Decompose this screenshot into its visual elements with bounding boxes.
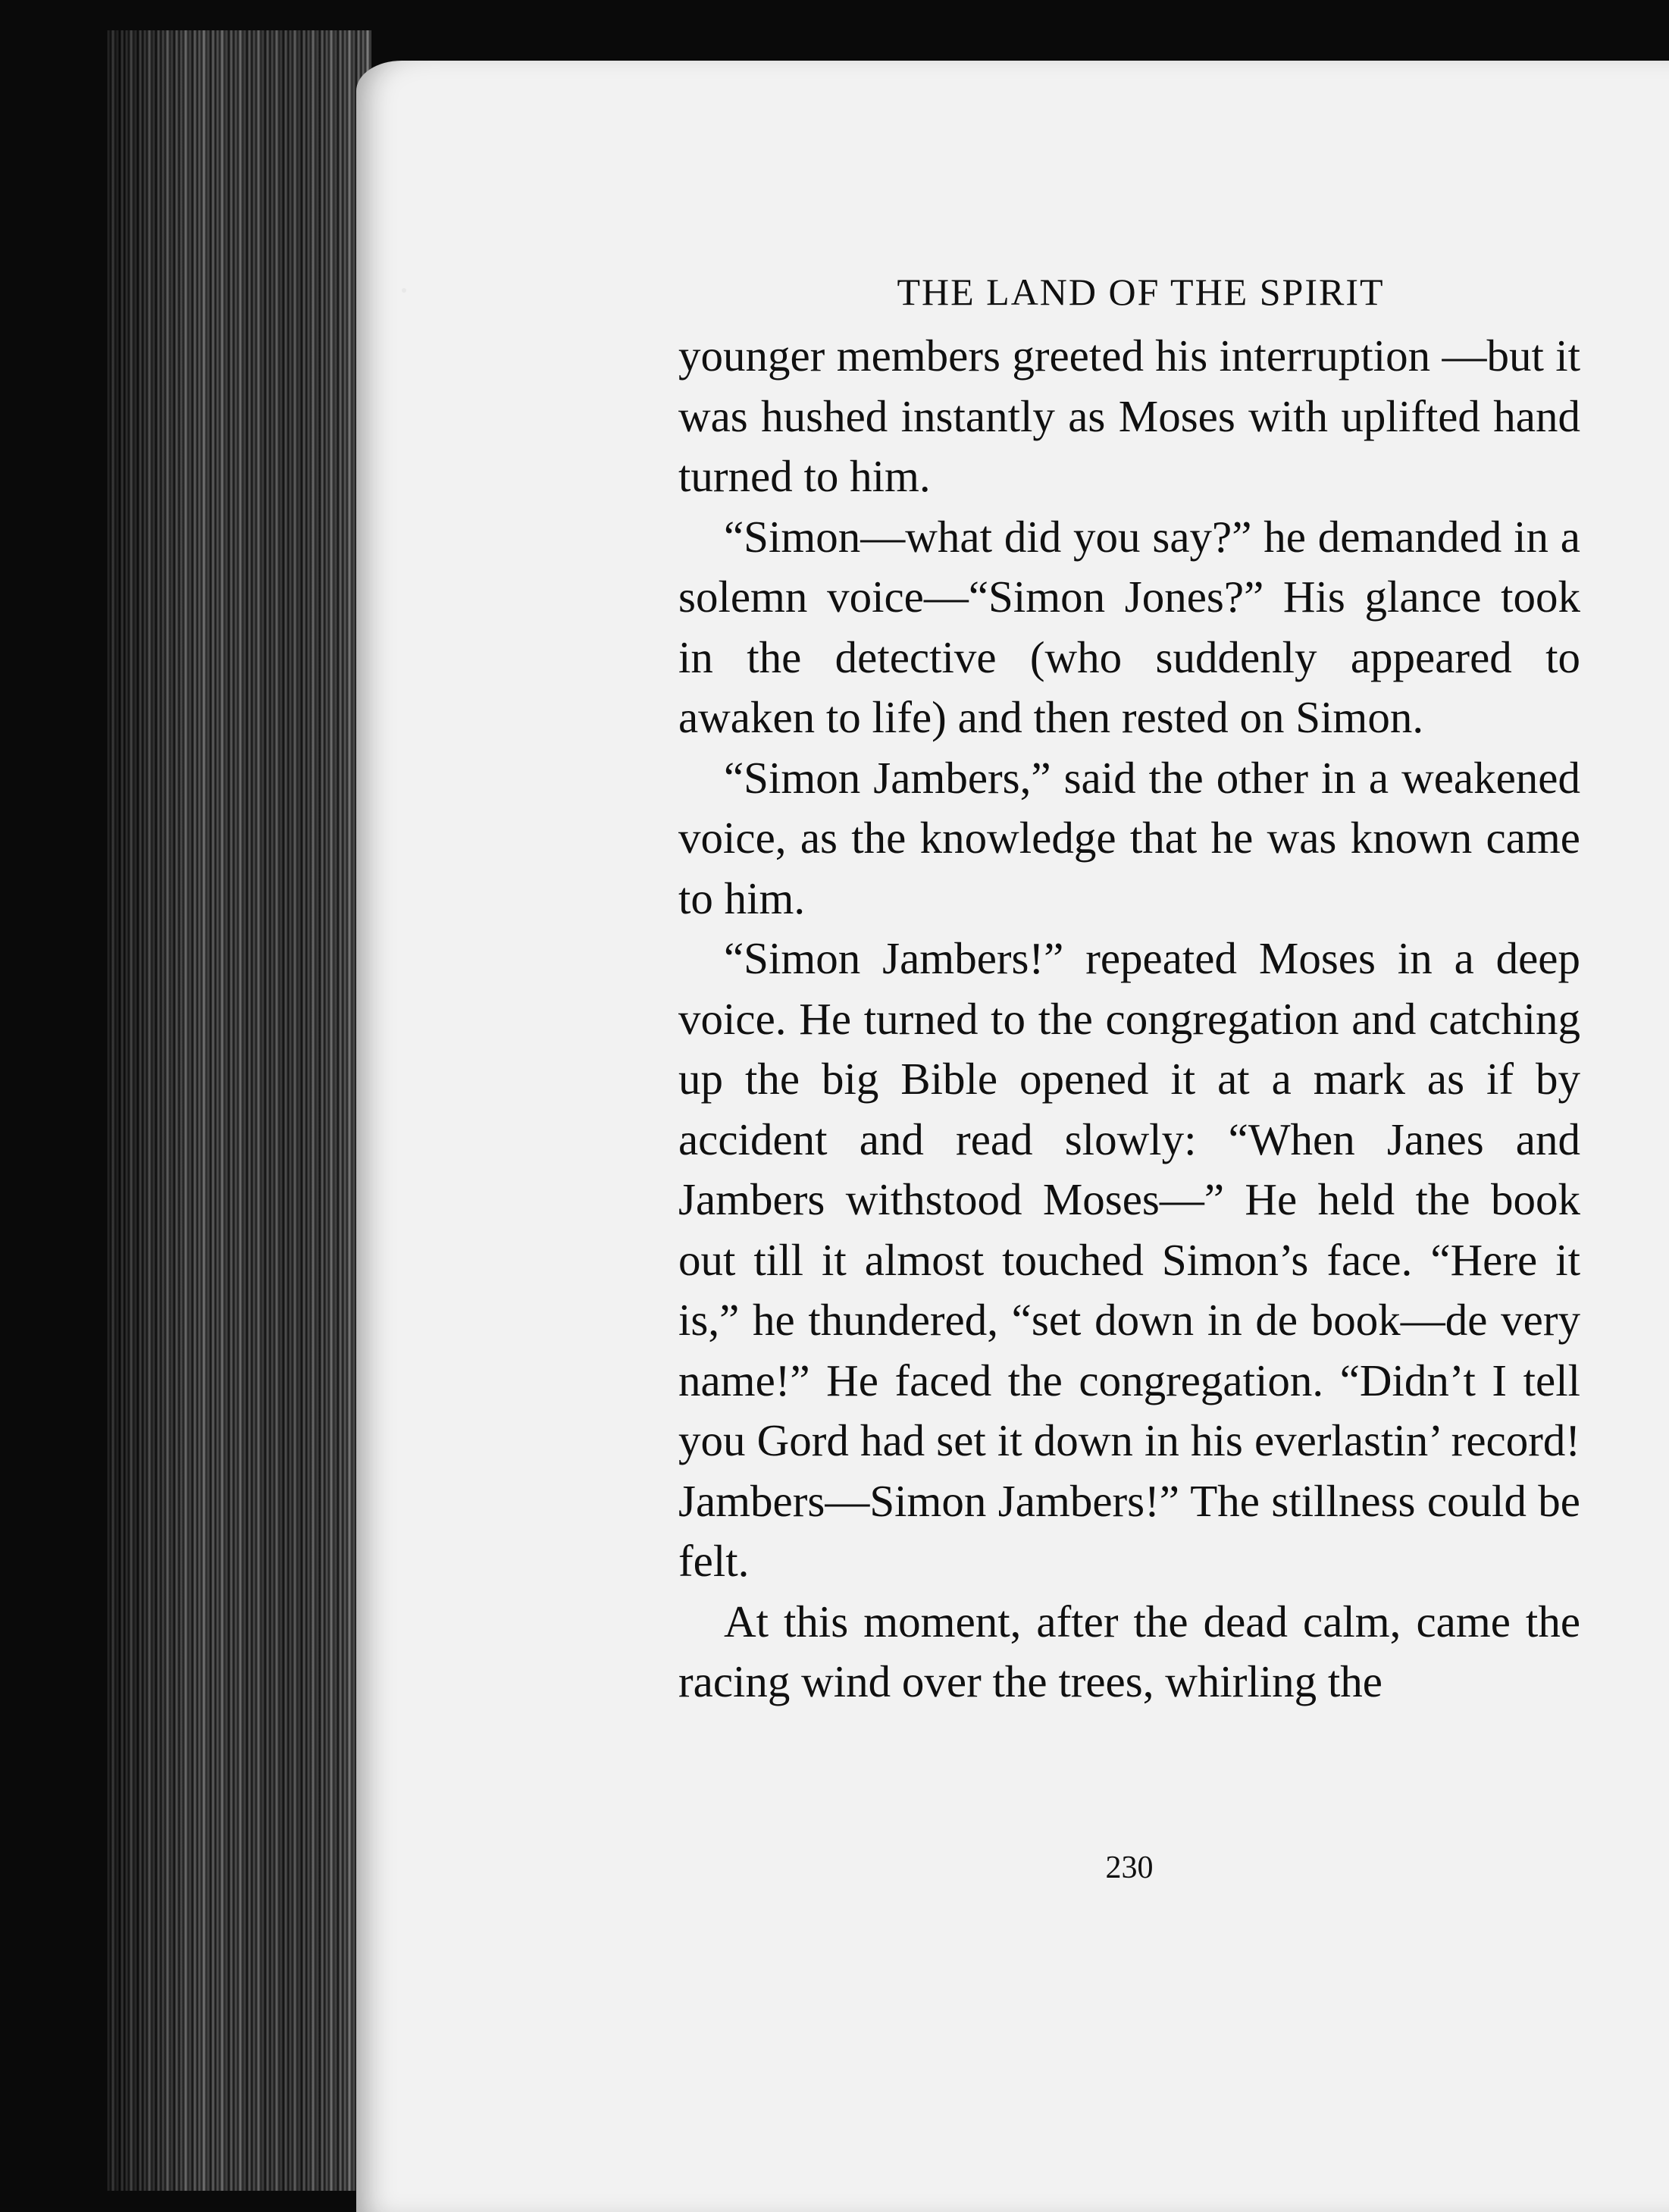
body-text	[678, 326, 1580, 1712]
running-head: THE LAND OF THE SPIRIT	[897, 271, 1385, 313]
paragraph: At this moment, after the dead calm, came the racing wind over the trees, whirling the	[678, 1596, 1580, 1706]
paragraph: “Simon Jambers!” repeated Moses in a deep voice. He turned to the congregation and catching up the big Bible opened it at a mark as if by accident and read slowly: “When Janes and Jambers withstood Moses—” He held the book out till it almost touched Simon’s face. “Here it is,” he thundered, “set down in de book—de very name!” He faced the congregation. “Didn’t I tell you Gord had set it down in his everlastin’ record! Jambers—Simon Jambers!” The stillness could be felt.	[678, 933, 1580, 1586]
text-block	[678, 258, 1580, 1712]
paragraph: younger members greeted his interruption —but it was hushed instantly as Moses with uplifted hand turned to him.	[678, 331, 1580, 501]
page-number: 230	[1105, 1850, 1154, 1885]
paragraph: “Simon—what did you say?” he demanded in a solemn voice—“Simon Jones?” His glance took in the detective (who suddenly appeared to awaken to life) and then rested on Simon.	[678, 511, 1580, 742]
paper-speck	[402, 288, 406, 293]
book-fore-edge	[106, 30, 371, 2191]
paragraph: “Simon Jambers,” said the other in a weakened voice, as the knowledge that he was known came to him.	[678, 752, 1580, 923]
